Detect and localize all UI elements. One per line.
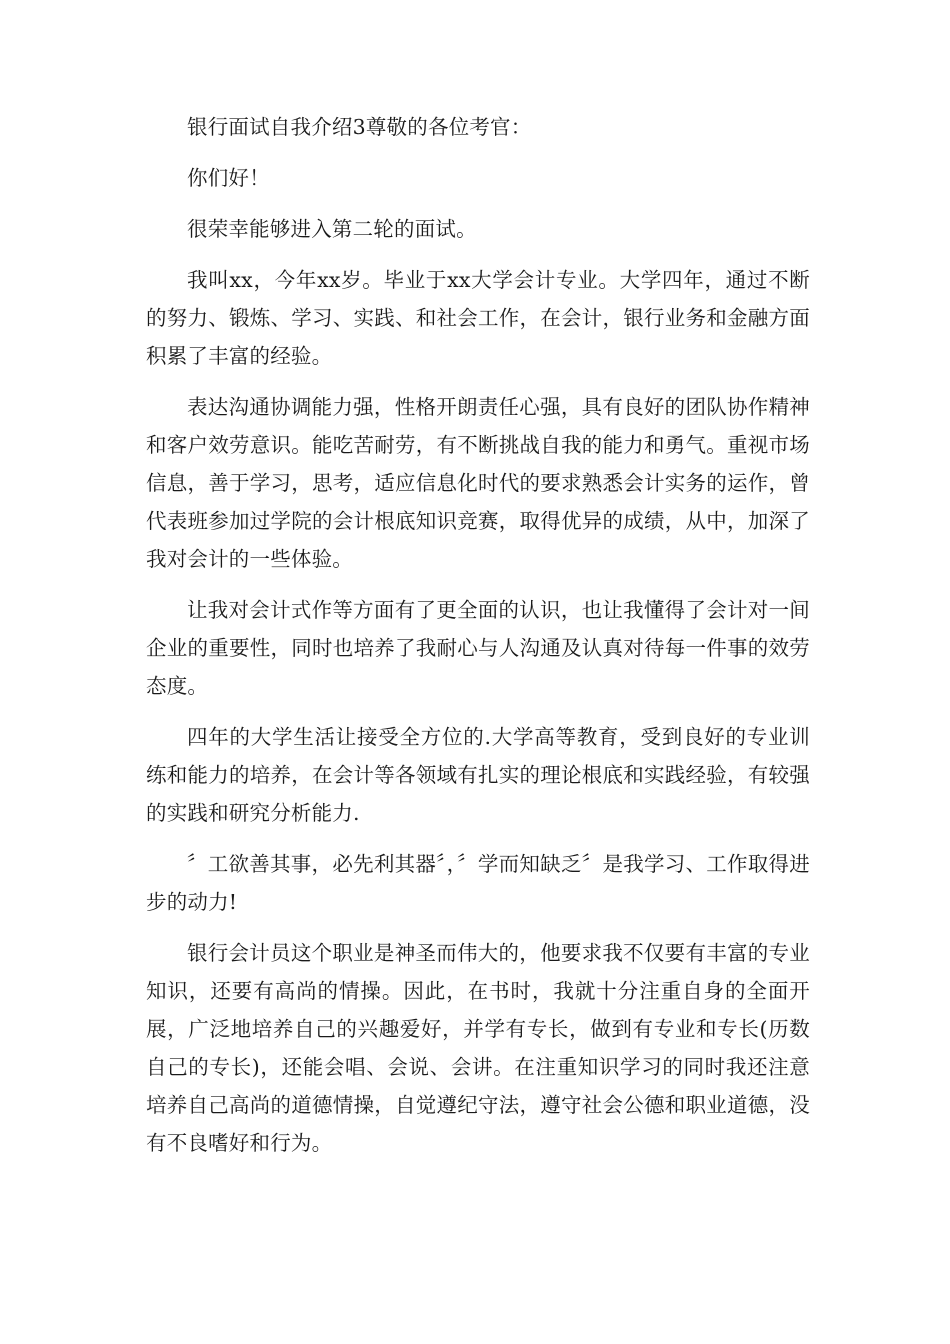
paragraph-skills: 表达沟通协调能力强，性格开朗责任心强，具有良好的团队协作精神和客户效劳意识。能吃苦耐劳，有不断挑战自我的能力和勇气。重视市场信息，善于学习，思考，适应信息化时代的要求熟悉会计实务的运作，曾代表班参加过学院的会计根底知识竞赛，取得优异的成绩，从中，加深了我对会计的一些体验。 — [146, 395, 810, 571]
paragraph-greeting: 你们好！ — [187, 166, 270, 190]
paragraph-background: 我叫xx，今年xx岁。毕业于xx大学会计专业。大学四年，通过不断的努力、锻炼、学习、实践、和社会工作，在会计，银行业务和金融方面积累了丰富的经验。 — [146, 268, 810, 368]
paragraph-motto: 〞工欲善其事，必先利其器〞，〞学而知缺乏〞是我学习、工作取得进步的动力! — [146, 852, 810, 914]
document-body — [146, 108, 810, 1175]
paragraph-understanding: 让我对会计式作等方面有了更全面的认识，也让我懂得了会计对一间企业的重要性，同时也培养了我耐心与人沟通及认真对待每一件事的效劳态度。 — [146, 598, 810, 698]
paragraph-career: 银行会计员这个职业是神圣而伟大的，他要求我不仅要有丰富的专业知识，还要有高尚的情操。因此，在书时，我就十分注重自身的全面开展，广泛地培养自己的兴趣爱好，并学有专长，做到有专业和专长(历数自己的专长)，还能会唱、会说、会讲。在注重知识学习的同时我还注意培养自己高尚的道德情操，自觉遵纪守法，遵守社会公德和职业道德，没有不良嗜好和行为。 — [146, 941, 810, 1155]
paragraph-title: 银行面试自我介绍3尊敬的各位考官： — [187, 115, 532, 139]
paragraph-intro: 很荣幸能够进入第二轮的面试。 — [187, 217, 477, 241]
paragraph-education: 四年的大学生活让接受全方位的.大学高等教育，受到良好的专业训练和能力的培养，在会计等各领域有扎实的理论根底和实践经验，有较强的实践和研究分析能力. — [146, 725, 810, 825]
